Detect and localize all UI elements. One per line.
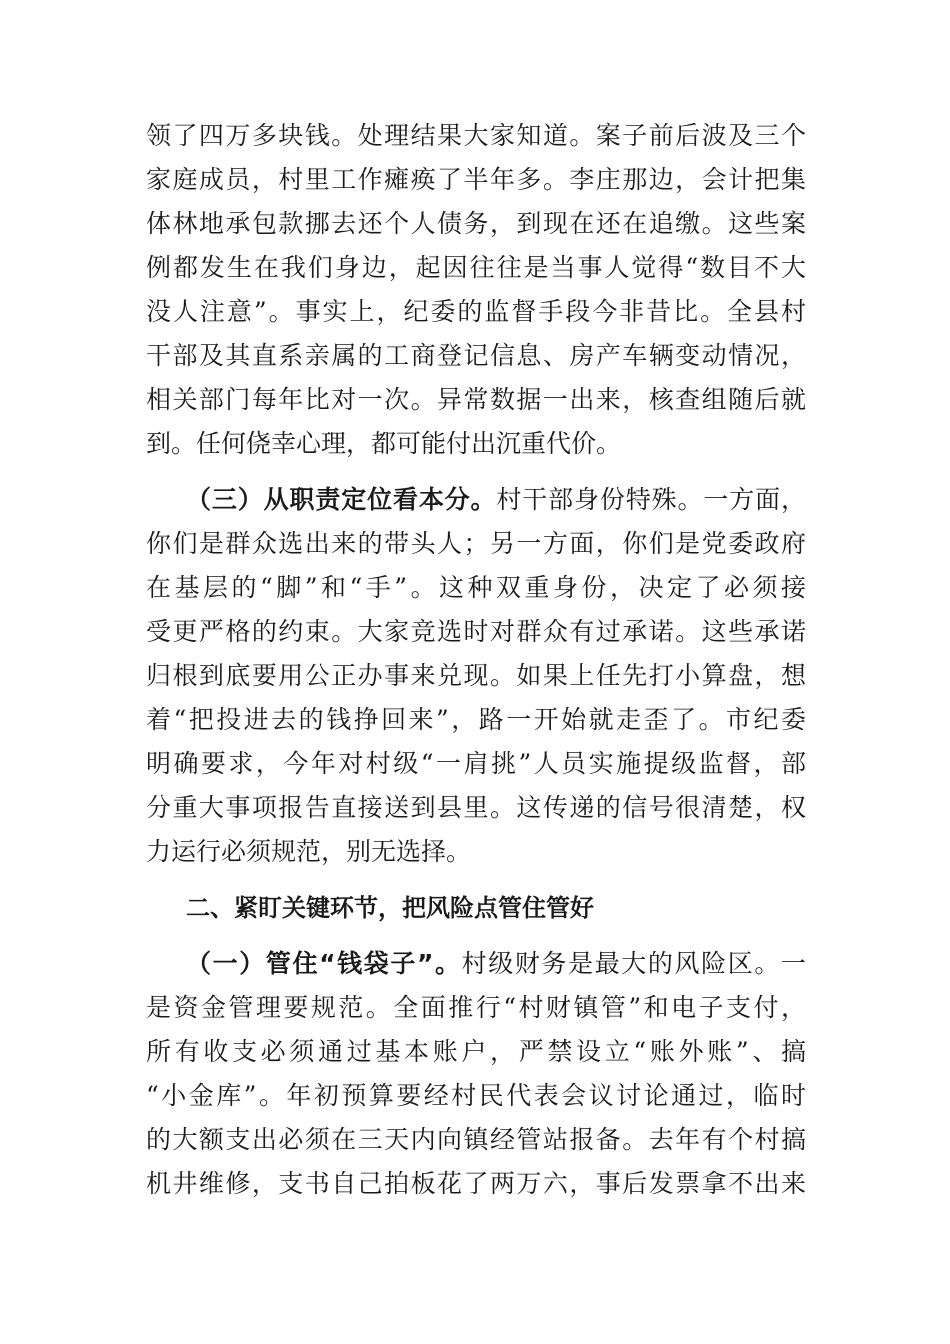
paragraph-1-line-6: 干部及其直系亲属的工商登记信息、房产车辆变动情况，: [146, 341, 806, 370]
paragraph-2-line-5: 归根到底要用公正办事来兑现。如果上任先打小算盘，想: [146, 661, 806, 690]
paragraph-2-line-2: 你们是群众选出来的带头人；另一方面，你们是党委政府: [146, 529, 806, 558]
paragraph-3-line-4: “小金库”。年初预算要经村民代表会议讨论通过，临时: [146, 1081, 806, 1110]
paragraph-2-line-7: 明确要求，今年对村级“一肩挑”人员实施提级监督，部: [146, 749, 806, 778]
paragraph-2-line-9: 力运行必须规范，别无选择。: [146, 837, 472, 866]
paragraph-1-line-7: 相关部门每年比对一次。异常数据一出来，核查组随后就: [146, 385, 806, 414]
paragraph-3-line-1: [186, 944, 806, 984]
paragraph-2-lead: （三）从职责定位看本分。: [186, 485, 497, 514]
paragraph-2-line-8: 分重大事项报告直接送到县里。这传递的信号很清楚，权: [146, 793, 806, 822]
paragraph-2-line-4: 受更严格的约束。大家竞选时对群众有过承诺。这些承诺: [146, 617, 806, 646]
paragraph-3-first-rest: 村级财务是最大的风险区。一: [461, 949, 806, 978]
paragraph-2-line-1: [186, 480, 806, 520]
paragraph-2-first-rest: 村干部身份特殊。一方面，: [496, 485, 806, 514]
paragraph-3-line-6: 机井维修，支书自己拍板花了两万六，事后发票拿不出来: [146, 1169, 806, 1198]
paragraph-3-line-3: 所有收支必须通过基本账户，严禁设立“账外账”、搞: [146, 1037, 806, 1066]
paragraph-3-lead: （一）管住“钱袋子”。: [186, 949, 462, 978]
paragraph-1-line-5: 没人注意”。事实上，纪委的监督手段今非昔比。全县村: [146, 297, 806, 326]
paragraph-1-line-8: 到。任何侥幸心理，都可能付出沉重代价。: [146, 429, 622, 458]
section-heading: 二、紧盯关键环节，把风险点管住管好: [186, 894, 594, 922]
paragraph-1-line-1: 领了四万多块钱。处理结果大家知道。案子前后波及三个: [146, 121, 806, 150]
paragraph-1-line-2: 家庭成员，村里工作瘫痪了半年多。李庄那边，会计把集: [146, 165, 806, 194]
paragraph-1-line-3: 体林地承包款挪去还个人债务，到现在还在追缴。这些案: [146, 209, 806, 238]
paragraph-1-line-4: 例都发生在我们身边，起因往往是当事人觉得“数目不大: [146, 253, 806, 282]
paragraph-3-line-5: 的大额支出必须在三天内向镇经管站报备。去年有个村搞: [146, 1125, 806, 1154]
paragraph-2-line-6: 着“把投进去的钱挣回来”，路一开始就走歪了。市纪委: [146, 705, 806, 734]
paragraph-3-line-2: 是资金管理要规范。全面推行“村财镇管”和电子支付，: [146, 993, 806, 1022]
paragraph-2-line-3: 在基层的“脚”和“手”。这种双重身份，决定了必须接: [146, 573, 806, 602]
